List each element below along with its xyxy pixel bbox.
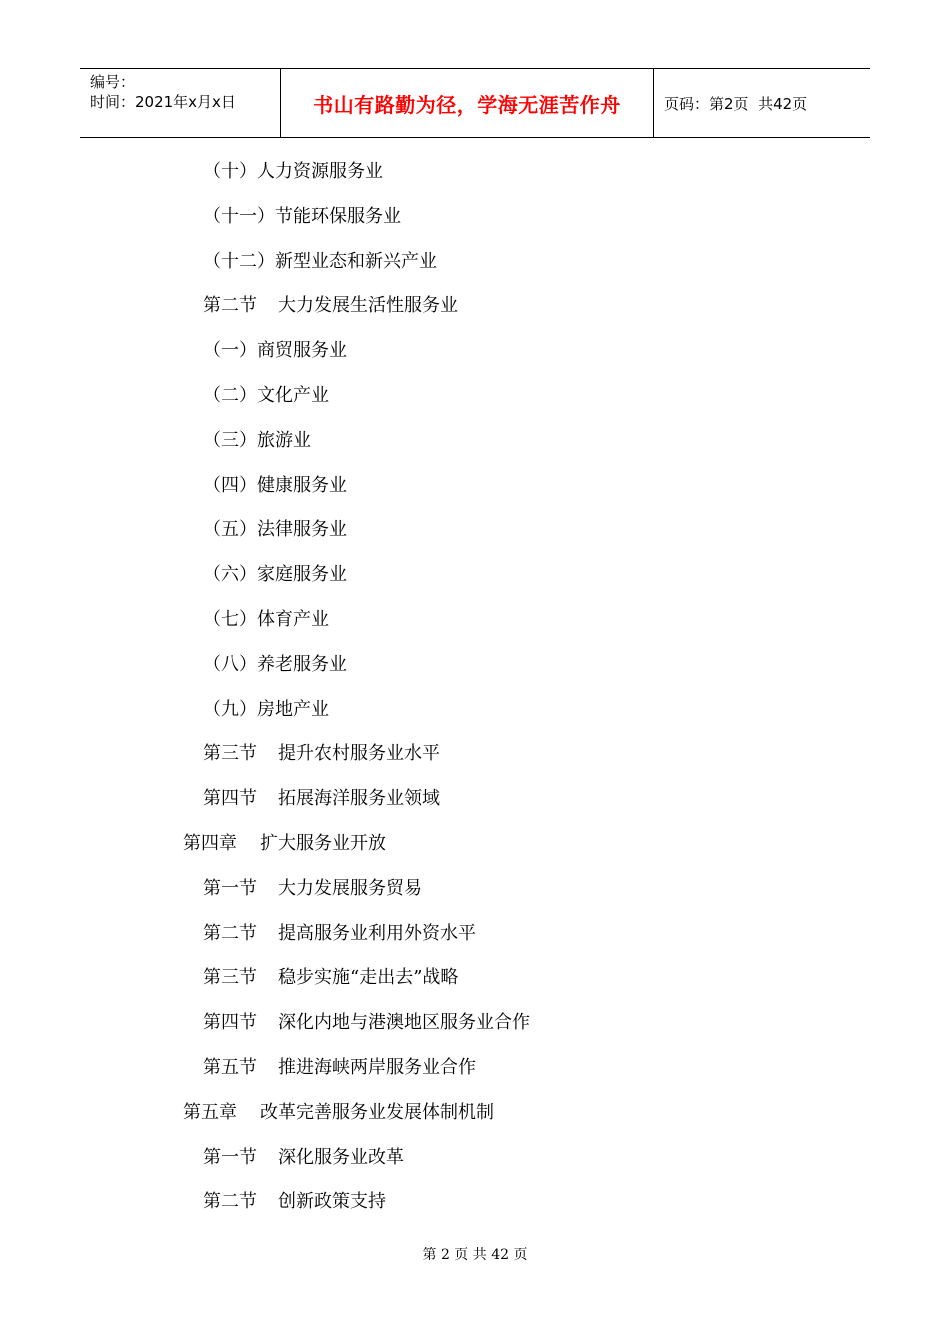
toc-entry-title: 提升农村服务业水平 (278, 743, 440, 765)
toc-entry-title: 养老服务业 (257, 653, 347, 675)
toc-entry-item (0, 421, 950, 466)
toc-entry-number: 第五章 (183, 1101, 237, 1123)
toc-entry-section (0, 1182, 950, 1227)
toc-entry-number: 第一节 (203, 1146, 257, 1168)
toc-entry-item (0, 510, 950, 555)
page-footer (0, 1244, 950, 1264)
toc-entry-title: 家庭服务业 (257, 564, 347, 586)
toc-entry-title: 稳步实施“走出去”战略 (278, 967, 459, 989)
toc-entry-chapter (0, 1093, 950, 1138)
toc-entry-item (0, 152, 950, 197)
toc-entry-number: （十） (203, 161, 257, 182)
toc-entry-title: 新型业态和新兴产业 (275, 250, 437, 272)
toc-entry-title: 节能环保服务业 (275, 205, 401, 227)
toc-entry-section (0, 1048, 950, 1093)
toc-entry-number: 第五节 (203, 1056, 257, 1078)
toc-entry-title: 拓展海洋服务业领域 (278, 788, 440, 810)
toc-entry-number: （八） (203, 653, 257, 675)
date-label: 时间：2021年x月x日 (90, 93, 236, 111)
motto-text: 书山有路勤为径，学海无涯苦作舟 (313, 92, 621, 117)
serial-label: 编号： (90, 73, 136, 91)
toc-entry-title: 推进海峡两岸服务业合作 (278, 1056, 476, 1078)
toc-entry-number: （三） (203, 429, 257, 451)
toc-entry-title: 扩大服务业开放 (260, 832, 386, 854)
toc-entry-title: 体育产业 (257, 608, 329, 630)
toc-entry-number: （二） (203, 384, 257, 406)
toc-entry-title: 改革完善服务业发展体制机制 (260, 1101, 494, 1123)
toc-entry-item (0, 600, 950, 645)
toc-entry-number: 第一节 (203, 877, 257, 899)
toc-entry-item (0, 555, 950, 600)
toc-entry-item (0, 466, 950, 511)
toc-entry-number: （七） (203, 608, 257, 630)
toc-entry-title: 商贸服务业 (257, 340, 347, 362)
toc-entry-number: 第四节 (203, 788, 257, 810)
toc-entry-title: 房地产业 (257, 698, 329, 720)
toc-entry-title: 健康服务业 (257, 474, 347, 496)
toc-entry-title: 旅游业 (257, 429, 311, 451)
toc-entry-section (0, 1003, 950, 1048)
toc-entry-number: （十二） (203, 250, 275, 272)
toc-entry-number: 第二节 (203, 922, 257, 944)
toc-entry-section (0, 779, 950, 824)
toc-entry-item (0, 197, 950, 242)
toc-entry-number: 第四章 (183, 832, 237, 854)
toc-entry-item (0, 331, 950, 376)
header-motto (281, 69, 654, 137)
toc-entry-title: 提高服务业利用外资水平 (278, 922, 476, 944)
toc-entry-title: 法律服务业 (257, 519, 347, 541)
toc-entry-section (0, 734, 950, 779)
toc-entry-chapter (0, 824, 950, 869)
toc-entry-item (0, 376, 950, 421)
toc-entry-title: 人力资源服务业 (257, 161, 383, 182)
header-page-info (654, 69, 870, 137)
toc-entry-number: 第三节 (203, 967, 257, 989)
toc-entry-title: 深化内地与港澳地区服务业合作 (278, 1012, 530, 1034)
toc-entry-title: 创新政策支持 (278, 1191, 386, 1213)
toc-entry-number: （四） (203, 474, 257, 496)
toc-entry-number: 第三节 (203, 743, 257, 765)
footer-page-number: 第 2 页 共 42 页 (422, 1247, 528, 1263)
toc-entry-item (0, 242, 950, 287)
toc-entry-title: 文化产业 (257, 384, 329, 406)
toc-entry-section (0, 286, 950, 331)
toc-entry-section (0, 958, 950, 1003)
toc-entry-section (0, 869, 950, 914)
toc-entry-number: （九） (203, 698, 257, 720)
toc-entry-number: 第二节 (203, 295, 257, 317)
toc-entry-number: （一） (203, 340, 257, 362)
page-info-text: 页码：第2页 共42页 (664, 94, 808, 113)
toc-entry-number: 第二节 (203, 1191, 257, 1213)
toc-entry-item (0, 645, 950, 690)
toc-entry-number: （十一） (203, 205, 275, 227)
toc-entry-title: 大力发展生活性服务业 (278, 295, 458, 317)
toc-entry-number: （六） (203, 564, 257, 586)
toc-entry-number: 第四节 (203, 1012, 257, 1034)
table-of-contents (0, 152, 950, 1227)
page-header (80, 68, 870, 138)
toc-entry-title: 深化服务业改革 (278, 1146, 404, 1168)
toc-entry-section (0, 914, 950, 959)
toc-entry-number: （五） (203, 519, 257, 541)
toc-entry-title: 大力发展服务贸易 (278, 877, 422, 899)
header-meta (80, 69, 281, 137)
toc-entry-item (0, 690, 950, 735)
toc-entry-section (0, 1138, 950, 1183)
